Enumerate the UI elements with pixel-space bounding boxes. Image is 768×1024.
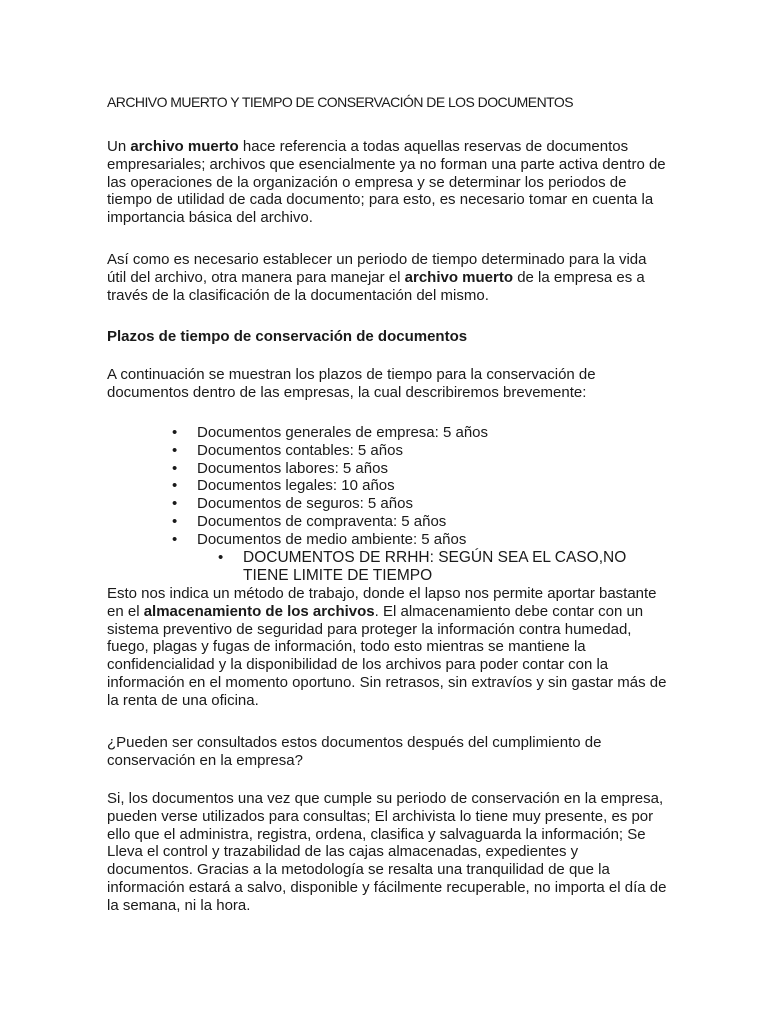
document-title: ARCHIVO MUERTO Y TIEMPO DE CONSERVACIÓN DE LOS DOCUMENTOS [107,94,574,110]
bullet-icon: • [172,495,178,513]
text-run: . El almacenamiento debe contar con un sistema preventivo de seguridad para proteger la información contra humedad, fuego, plagas y fugas de información, todo esto mientras se mantiene la confidencialidad y la disponibilidad de los archivos para poder contar con la información en el momento oportuno. Sin retrasos, sin extravíos y sin gastar más de la renta de una oficina. [107,602,667,709]
paragraph-intro-plazos: A continuación se muestran los plazos de tiempo para la conservación de documentos dentro de las empresas, la cual describiremos brevemente: [107,366,596,401]
bullet-icon: • [172,441,178,459]
list-item-text: Documentos de seguros: 5 años [197,495,413,513]
bullet-icon: • [172,459,178,477]
list-item [172,442,652,460]
list-item-text: Documentos contables: 5 años [197,441,403,459]
bullet-icon: • [172,477,178,495]
list-item [172,477,652,495]
paragraph-vida-util [107,251,667,304]
list-item-text: Documentos legales: 10 años [197,477,395,495]
list-item [172,513,652,531]
list-item-text: DOCUMENTOS DE RRHH: SEGÚN SEA EL CASO,NO TIENE LIMITE DE TIEMPO [243,549,627,584]
list-item-rrhh [218,549,663,584]
list-item [172,424,652,442]
bold-term: archivo muerto [404,268,514,286]
retention-list [172,424,652,549]
paragraph-question: ¿Pueden ser consultados estos documentos después del cumplimiento de conservación en la empresa? [107,734,602,769]
section-heading: Plazos de tiempo de conservación de documentos [107,328,468,345]
text-run: Así como es necesario establecer un periodo de tiempo determinado para la vida útil del archivo, otra manera para manejar el [107,251,647,286]
paragraph-answer: Si, los documentos una vez que cumple su periodo de conservación en la empresa, pueden verse utilizados para consultas; El archivista lo tiene muy presente, es por ello que el administra, registra, ordena, clasifica y salvaguarda la información; Se Lleva el control y trazabilidad de las cajas almacenadas, expedientes y documentos. Gracias a la metodología se resalta una tranquilidad de que la información estará a salvo, disponible y fácilmente recuperable, no importa el día de la semana, ni la hora. [107,790,667,914]
bullet-icon: • [172,530,178,548]
paragraph-almacenamiento [107,585,667,710]
list-item [172,460,652,478]
bullet-icon: • [172,512,178,530]
bullet-icon: • [218,549,224,566]
list-item [172,495,652,513]
text-run: Esto nos indica un método de trabajo, donde el lapso nos permite aportar bastante en el [107,585,657,620]
bold-term: almacenamiento de los archivos [143,602,375,620]
text-run: hace referencia a todas aquellas reservas de documentos empresariales; archivos que esencialmente ya no forman una parte activa dentro de las operaciones de la organización o empresa y se determinar los periodos de tiempo de utilidad de cada documento; para esto, es necesario tomar en cuenta la importancia básica del archivo. [107,138,666,227]
list-item-text: Documentos generales de empresa: 5 años [197,424,489,441]
paragraph-archivo-muerto [107,138,667,227]
text-run: Un [107,138,131,155]
bold-term: archivo muerto [130,138,239,155]
text-run: de la empresa es a través de la clasificación de la documentación del mismo. [107,268,645,304]
list-item-text: Documentos de medio ambiente: 5 años [197,530,467,548]
list-item [172,531,652,549]
bullet-icon: • [172,424,178,441]
list-item-text: Documentos de compraventa: 5 años [197,512,447,530]
list-item-text: Documentos labores: 5 años [197,459,388,477]
